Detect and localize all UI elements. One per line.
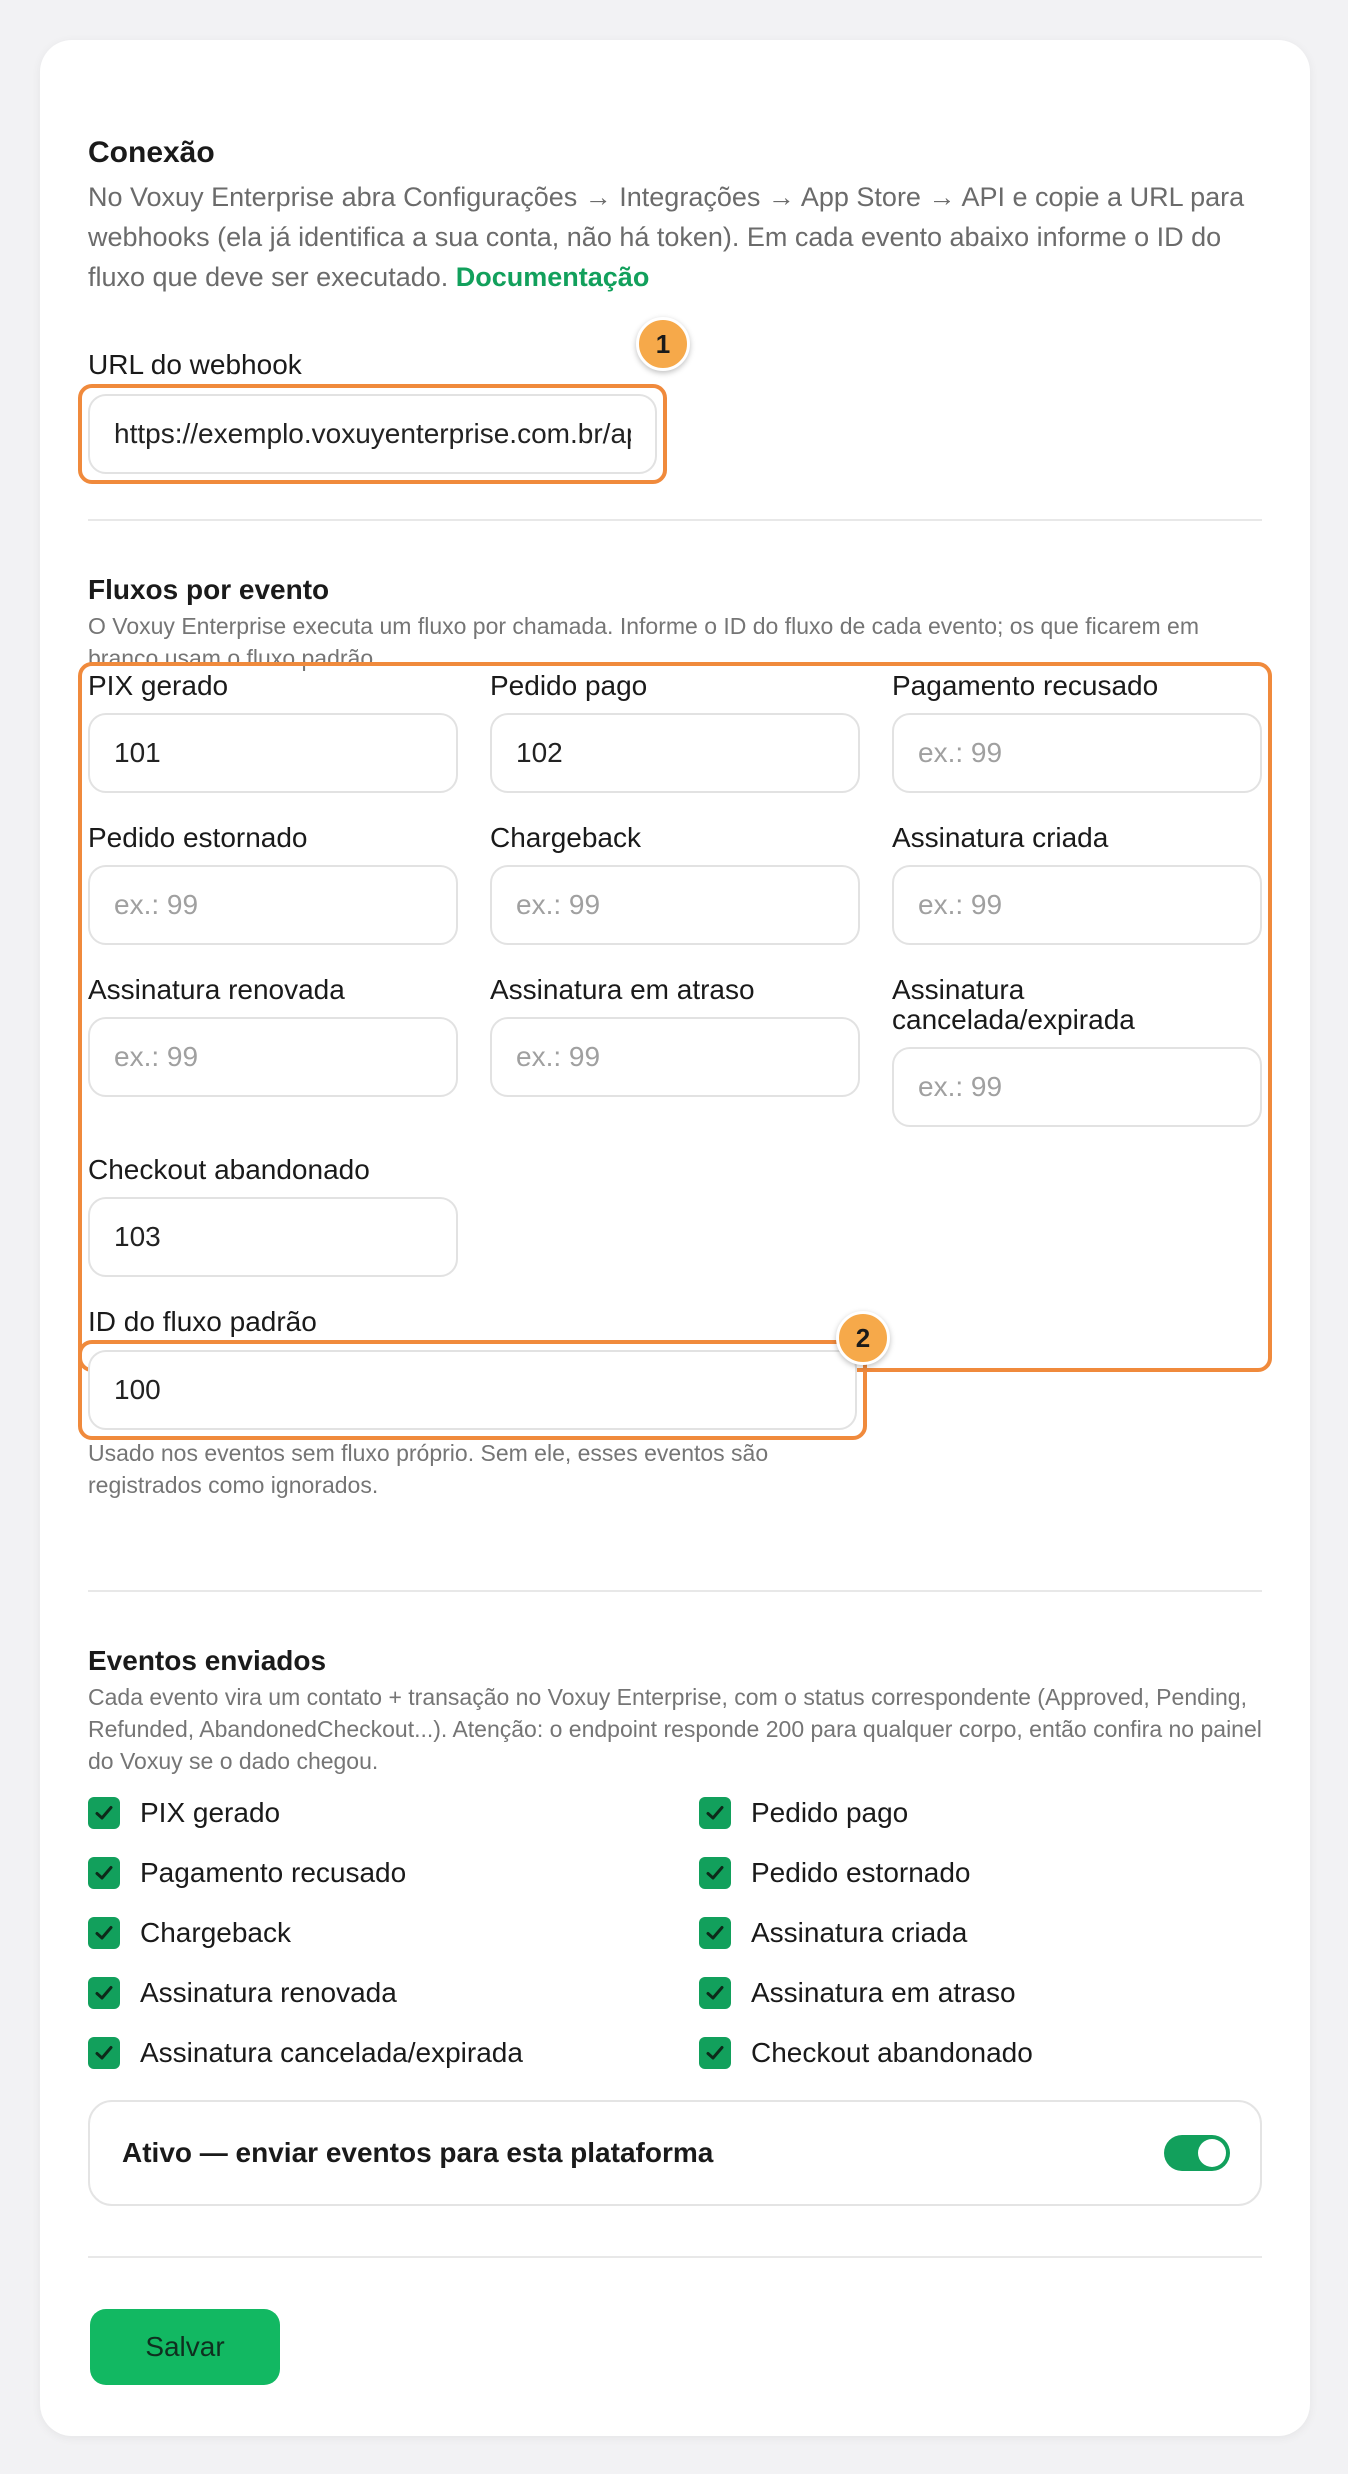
connection-title: Conexão bbox=[88, 136, 215, 169]
checkbox-checked-icon[interactable] bbox=[88, 1977, 120, 2009]
flow-label: Assinatura renovada bbox=[88, 974, 345, 1005]
flow-field-checkout-abandoned bbox=[88, 1155, 458, 1277]
connection-description-text: No Voxuy Enterprise abra Configurações → Integrações → App Store → API e copie a URL para webhooks (ela já identifica a sua conta, não há token). Em cada evento abaixo informe o ID do fluxo que deve ser executado. bbox=[88, 182, 1245, 292]
event-label: Checkout abandonado bbox=[751, 2037, 1033, 2068]
checkbox-checked-icon[interactable] bbox=[88, 1917, 120, 1949]
flow-label: Assinatura em atraso bbox=[490, 974, 755, 1005]
checkbox-checked-icon[interactable] bbox=[699, 2037, 731, 2069]
checkbox-checked-icon[interactable] bbox=[88, 1797, 120, 1829]
event-label: Assinatura renovada bbox=[140, 1977, 397, 2008]
checkbox-checked-icon[interactable] bbox=[699, 1797, 731, 1829]
flow-id-input-order-refunded[interactable] bbox=[88, 865, 458, 945]
flow-label: PIX gerado bbox=[88, 670, 229, 701]
event-label: Pagamento recusado bbox=[140, 1857, 407, 1888]
flow-label: Chargeback bbox=[490, 822, 641, 853]
flows-title: Fluxos por evento bbox=[88, 574, 330, 605]
step-badge-2: 2 bbox=[836, 1311, 890, 1365]
active-toggle-row bbox=[88, 2100, 1262, 2206]
events-description: Cada evento vira um contato + transação no Voxuy Enterprise, com o status correspondente (Approved, Pending, Refunded, AbandonedCheckout...). Atenção: o endpoint responde 200 para qualquer corpo, então confira no painel do Voxuy se o dado chegou. bbox=[88, 1684, 1262, 1774]
event-checkbox-order-paid[interactable] bbox=[699, 1793, 908, 1833]
flow-field-subscription-overdue bbox=[490, 975, 860, 1097]
settings-card bbox=[40, 40, 1310, 2436]
event-checkbox-chargeback[interactable] bbox=[88, 1913, 291, 1953]
event-label: Chargeback bbox=[140, 1917, 291, 1948]
flow-field-pix-generated bbox=[88, 671, 458, 793]
flow-id-input-chargeback[interactable] bbox=[490, 865, 860, 945]
event-checkbox-payment-refused[interactable] bbox=[88, 1853, 406, 1893]
checkbox-checked-icon[interactable] bbox=[88, 1857, 120, 1889]
flow-label: Pagamento recusado bbox=[892, 670, 1159, 701]
flow-id-input-subscription-overdue[interactable] bbox=[490, 1017, 860, 1097]
flow-label: Assinatura criada bbox=[892, 822, 1109, 853]
event-checkbox-subscription-overdue[interactable] bbox=[699, 1973, 1016, 2013]
webhook-url-label: URL do webhook bbox=[88, 349, 302, 380]
toggle-knob bbox=[1198, 2139, 1226, 2167]
flow-label: Pedido estornado bbox=[88, 822, 308, 853]
save-button[interactable]: Salvar bbox=[90, 2309, 280, 2385]
event-label: Assinatura criada bbox=[751, 1917, 968, 1948]
flow-id-input-pix-generated[interactable] bbox=[88, 713, 458, 793]
default-flow-input[interactable] bbox=[88, 1350, 857, 1430]
active-toggle-switch[interactable] bbox=[1164, 2135, 1230, 2171]
flow-label: Pedido pago bbox=[490, 670, 648, 701]
flow-id-input-subscription-cancelled[interactable] bbox=[892, 1047, 1262, 1127]
connection-description bbox=[88, 177, 1262, 297]
event-label: PIX gerado bbox=[140, 1797, 281, 1828]
flow-label: Assinatura cancelada/expirada bbox=[892, 974, 1135, 1035]
flow-field-order-refunded bbox=[88, 823, 458, 945]
webhook-url-input[interactable] bbox=[88, 394, 657, 474]
flow-field-payment-refused bbox=[892, 671, 1262, 793]
divider-1 bbox=[88, 519, 1262, 521]
checkbox-checked-icon[interactable] bbox=[699, 1857, 731, 1889]
event-checkbox-pix-generated[interactable] bbox=[88, 1793, 280, 1833]
event-checkbox-subscription-cancelled[interactable] bbox=[88, 2033, 523, 2073]
flow-id-input-order-paid[interactable] bbox=[490, 713, 860, 793]
divider-3 bbox=[88, 2256, 1262, 2258]
default-flow-help: Usado nos eventos sem fluxo próprio. Sem ele, esses eventos são registrados como ignorados. bbox=[88, 1440, 769, 1498]
flow-field-chargeback bbox=[490, 823, 860, 945]
events-title: Eventos enviados bbox=[88, 1645, 327, 1676]
flow-id-input-checkout-abandoned[interactable] bbox=[88, 1197, 458, 1277]
flow-label: Checkout abandonado bbox=[88, 1154, 370, 1185]
default-flow-label: ID do fluxo padrão bbox=[88, 1306, 317, 1337]
flow-id-input-subscription-renewed[interactable] bbox=[88, 1017, 458, 1097]
event-checkbox-subscription-created[interactable] bbox=[699, 1913, 967, 1953]
active-toggle-label: Ativo — enviar eventos para esta plataforma bbox=[122, 2137, 714, 2168]
event-label: Pedido pago bbox=[751, 1797, 909, 1828]
flow-field-subscription-cancelled bbox=[892, 975, 1262, 1127]
event-label: Assinatura cancelada/expirada bbox=[140, 2037, 523, 2068]
flow-field-subscription-renewed bbox=[88, 975, 458, 1097]
event-label: Assinatura em atraso bbox=[751, 1977, 1016, 2008]
flows-description: O Voxuy Enterprise executa um fluxo por chamada. Informe o ID do fluxo de cada evento; os que ficarem em branco usam o fluxo padrão. bbox=[88, 613, 1199, 671]
checkbox-checked-icon[interactable] bbox=[699, 1917, 731, 1949]
event-label: Pedido estornado bbox=[751, 1857, 971, 1888]
step-badge-1: 1 bbox=[636, 317, 690, 371]
checkbox-checked-icon[interactable] bbox=[88, 2037, 120, 2069]
checkbox-checked-icon[interactable] bbox=[699, 1977, 731, 2009]
flow-id-input-payment-refused[interactable] bbox=[892, 713, 1262, 793]
documentation-link[interactable]: Documentação bbox=[455, 262, 650, 292]
flow-field-subscription-created bbox=[892, 823, 1262, 945]
flow-field-order-paid bbox=[490, 671, 860, 793]
flow-id-input-subscription-created[interactable] bbox=[892, 865, 1262, 945]
event-checkbox-order-refunded[interactable] bbox=[699, 1853, 971, 1893]
event-checkbox-subscription-renewed[interactable] bbox=[88, 1973, 397, 2013]
event-checkbox-checkout-abandoned[interactable] bbox=[699, 2033, 1033, 2073]
divider-2 bbox=[88, 1590, 1262, 1592]
